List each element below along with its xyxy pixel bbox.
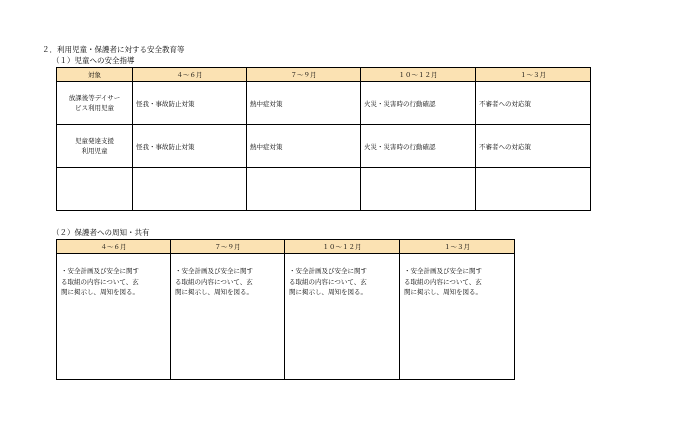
cell-line: る取組の内容について、玄 (61, 277, 139, 286)
table-row (57, 82, 591, 125)
table-cell (133, 168, 247, 211)
row-label (57, 82, 133, 125)
table-cell (285, 254, 400, 380)
header-apr-jun: ４～６月 (57, 240, 171, 254)
cell-line: 関に掲示し、周知を図る。 (61, 288, 139, 296)
header-oct-dec: １０～１２月 (285, 240, 400, 254)
cell-line: る取組の内容について、玄 (404, 277, 482, 286)
header-jul-sep: ７～９月 (171, 240, 285, 254)
table-cell (476, 168, 591, 211)
table-cell (400, 254, 515, 380)
cell-line: 関に掲示し、周知を図る。 (175, 288, 253, 296)
table-cell: 熱中症対策 (247, 125, 361, 168)
table-cell: 熱中症対策 (247, 82, 361, 125)
header-jan-mar: １～３月 (400, 240, 515, 254)
cell-line: 関に掲示し、周知を図る。 (404, 288, 482, 296)
table-row (57, 254, 515, 380)
table-header-row (57, 68, 591, 82)
table-cell: 怪我・事故防止対策 (133, 82, 247, 125)
cell-line: ・安全計画及び安全に関す (61, 267, 139, 275)
table-cell: 怪我・事故防止対策 (133, 125, 247, 168)
table-cell (171, 254, 285, 380)
header-apr-jun: ４～６月 (133, 68, 247, 82)
subsection-title-parent-sharing: （２）保護者への周知・共有 (52, 228, 150, 237)
header-oct-dec: １０～１２月 (361, 68, 476, 82)
cell-line: る取組の内容について、玄 (175, 277, 253, 286)
table-cell: 不審者への対応策 (476, 82, 591, 125)
row-label (57, 168, 133, 211)
cell-line: ・安全計画及び安全に関す (289, 267, 367, 275)
table-row (57, 125, 591, 168)
section-heading: ２．利用児童・保護者に対する安全教育等 (42, 45, 185, 54)
table-row (57, 168, 591, 211)
row-label-line: 児童発達支援 (75, 137, 114, 145)
cell-line: 関に掲示し、周知を図る。 (289, 288, 367, 296)
header-jul-sep: ７～９月 (247, 68, 361, 82)
header-jan-mar: １～３月 (476, 68, 591, 82)
safety-guidance-table (56, 67, 591, 211)
parent-sharing-table (56, 239, 515, 380)
row-label-line: 放課後等デイサー (68, 94, 121, 102)
cell-line: ・安全計画及び安全に関す (175, 267, 253, 275)
table-cell: 火災・災害時の行動確認 (361, 82, 476, 125)
cell-line: ・安全計画及び安全に関す (404, 267, 482, 275)
row-label-line: 利用児童 (81, 147, 108, 155)
subsection-title-safety-guidance: （１）児童への安全指導 (52, 56, 135, 65)
table-cell (57, 254, 171, 380)
table-cell: 火災・災害時の行動確認 (361, 125, 476, 168)
table-cell: 不審者への対応策 (476, 125, 591, 168)
row-label (57, 125, 133, 168)
cell-line: る取組の内容について、玄 (289, 277, 367, 286)
table-cell (247, 168, 361, 211)
table-cell (361, 168, 476, 211)
table-header-row (57, 240, 515, 254)
row-label-line: ビス利用児童 (75, 104, 114, 112)
header-target: 対象 (57, 68, 133, 82)
